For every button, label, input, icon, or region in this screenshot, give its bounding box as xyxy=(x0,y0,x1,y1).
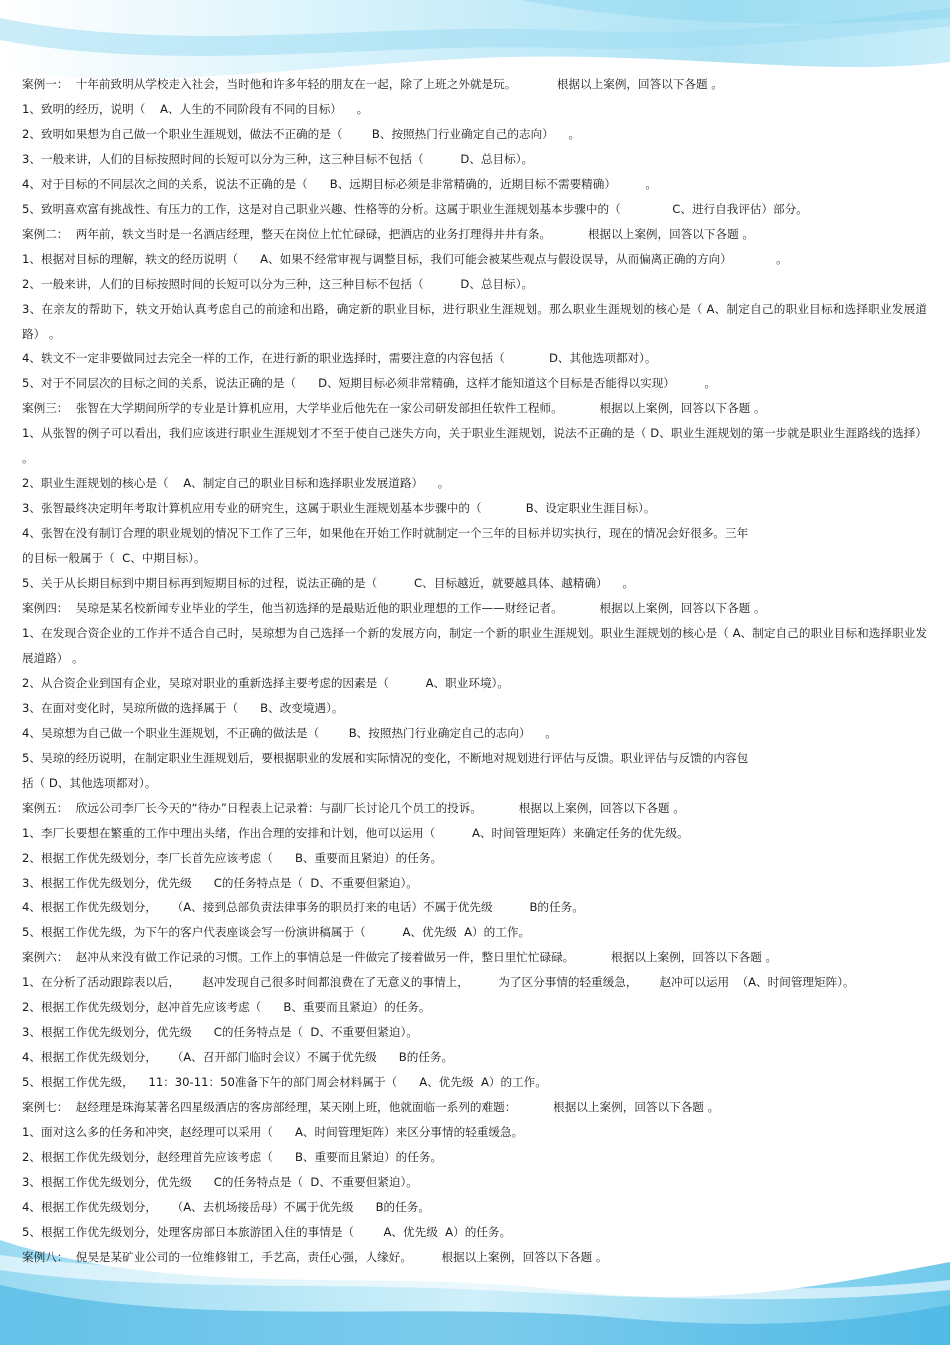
case-heading: 案例一： 十年前致明从学校走入社会，当时他和许多年轻的朋友在一起，除了上班之外就是玩。 根据以上案例，回答以下各题 。 xyxy=(22,77,723,91)
question-line: 5、根据工作优先级划分，处理客房部日本旅游团入住的事情是（ A、优先级 A）的任务。 xyxy=(22,1224,512,1239)
question-line: 5、对于不同层次的目标之间的关系，说法正确的是（ D、短期目标必须非常精确，这样才能知道这个目标是否能得以实现） 。 xyxy=(22,376,716,391)
question-line: 3、张智最终决定明年考取计算机应用专业的研究生，这属于职业生涯规划基本步骤中的（ B、设定职业生涯目标）。 xyxy=(22,501,656,516)
question-line: 3、一般来讲，人们的目标按照时间的长短可以分为三种，这三种目标不包括（ D、总目标）。 xyxy=(22,151,534,166)
case-heading: 案例三： 张智在大学期间所学的专业是计算机应用，大学毕业后他先在一家公司研发部担任软件工程师。 根据以上案例，回答以下各题 。 xyxy=(22,401,766,416)
question-line: 3、在面对变化时，吴琼所做的选择属于（ B、改变境遇）。 xyxy=(22,700,344,715)
question-line: 2、职业生涯规划的核心是（ A、制定自己的职业目标和选择职业发展道路） 。 xyxy=(22,476,450,491)
question-line: 5、致明喜欢富有挑战性、有压力的工作，这是对自己职业兴趣、性格等的分析。这属于职业生涯规划基本步骤中的（ C、进行自我评估）部分。 xyxy=(22,201,808,216)
question-line: 4、吴琼想为自己做一个职业生涯规划，不正确的做法是（ B、按照热门行业确定自己的志向） 。 xyxy=(22,725,557,740)
question-line: 2、根据工作优先级划分，李厂长首先应该考虑（ B、重要而且紧迫）的任务。 xyxy=(22,850,443,865)
question-line: 4、对于目标的不同层次之间的关系，说法不正确的是（ B、远期目标必须是非常精确的，近期目标不需要精确） 。 xyxy=(22,176,658,191)
question-line: 3、根据工作优先级划分，优先级 C的任务特点是（ D、不重要但紧迫）。 xyxy=(22,875,418,890)
question-line: 5、吴琼的经历说明，在制定职业生涯规划后，要根据职业的发展和实际情况的变化，不断地对规划进行评估与反馈。职业评估与反馈的内容包 xyxy=(22,750,749,765)
question-line: 2、根据工作优先级划分，赵经理首先应该考虑（ B、重要而且紧迫）的任务。 xyxy=(22,1149,443,1164)
question-line: 的目标一般属于（ C、中期目标）。 xyxy=(22,551,206,566)
question-line: 2、一般来讲，人们的目标按照时间的长短可以分为三种，这三种目标不包括（ D、总目标）。 xyxy=(22,276,534,291)
question-line: 3、根据工作优先级划分，优先级 C的任务特点是（ D、不重要但紧迫）。 xyxy=(22,1025,418,1040)
question-line: 2、从合资企业到国有企业，吴琼对职业的重新选择主要考虑的因素是（ A、职业环境）。 xyxy=(22,675,509,690)
question-line: 2、根据工作优先级划分，赵冲首先应该考虑（ B、重要而且紧迫）的任务。 xyxy=(22,1000,431,1015)
question-line: 4、根据工作优先级划分， （A、召开部门临时会议）不属于优先级 B的任务。 xyxy=(22,1050,454,1065)
question-line: 1、致明的经历，说明（ A、人生的不同阶段有不同的目标） 。 xyxy=(22,101,369,116)
question-line: 3、在亲友的帮助下，轶文开始认真考虑自己的前途和出路，确定新的职业目标，进行职业生涯规划。那么职业生涯规划的核心是（ A、制定自己的职业目标和选择职业发展道路） 。 xyxy=(22,301,927,341)
question-line: 1、李厂长要想在繁重的工作中理出头绪，作出合理的安排和计划，他可以运用（ A、时间管理矩阵）来确定任务的优先级。 xyxy=(22,825,689,840)
question-line: 5、根据工作优先级， 11：30-11：50准备下午的部门周会材料属于（ A、优先级 A）的工作。 xyxy=(22,1075,547,1090)
question-line: 5、根据工作优先级，为下午的客户代表座谈会写一份演讲稿属于（ A、优先级 A）的工作。 xyxy=(22,925,531,940)
case-heading: 案例二： 两年前，轶文当时是一名酒店经理，整天在岗位上忙忙碌碌，把酒店的业务打理得井井有条。 根据以上案例，回答以下各题 。 xyxy=(22,226,754,241)
question-line: 4、轶文不一定非要做同过去完全一样的工作，在进行新的职业选择时，需要注意的内容包括（ D、其他选项都对）。 xyxy=(22,351,657,366)
question-line: 4、张智在没有制订合理的职业规划的情况下工作了三年，如果他在开始工作时就制定一个三年的目标并切实执行，现在的情况会好很多。三年 xyxy=(22,526,749,541)
question-line: 1、在分析了活动跟踪表以后， 赵冲发现自己很多时间都浪费在了无意义的事情上， 为了区分事情的轻重缓急， 赵冲可以运用 （A、时间管理矩阵）。 xyxy=(22,975,855,990)
question-line: 1、从张智的例子可以看出，我们应该进行职业生涯规划才不至于使自己迷失方向，关于职业生涯规划，说法不正确的是（ D、职业生涯规划的第一步就是职业生涯路线的选择） 。 xyxy=(22,426,927,466)
question-line: 3、根据工作优先级划分，优先级 C的任务特点是（ D、不重要但紧迫）。 xyxy=(22,1174,418,1189)
question-line: 4、根据工作优先级划分， （A、去机场接岳母）不属于优先级 B的任务。 xyxy=(22,1199,430,1214)
question-line: 1、面对这么多的任务和冲突，赵经理可以采用（ A、时间管理矩阵）来区分事情的轻重缓急。 xyxy=(22,1125,524,1140)
question-line: 括（ D、其他选项都对）。 xyxy=(22,775,157,790)
document-body xyxy=(22,72,927,1270)
question-line: 1、根据对目标的理解，轶文的经历说明（ A、如果不经常审视与调整目标，我们可能会被某些观点与假设误导，从而偏离正确的方向） 。 xyxy=(22,251,788,266)
case-heading: 案例四： 吴琼是某名校新闻专业毕业的学生，他当初选择的是最贴近他的职业理想的工作——财经记者。 根据以上案例，回答以下各题 。 xyxy=(22,601,766,616)
question-line: 2、致明如果想为自己做一个职业生涯规划，做法不正确的是（ B、按照热门行业确定自己的志向） 。 xyxy=(22,126,581,141)
case-heading: 案例五： 欣远公司李厂长今天的“待办”日程表上记录着：与副厂长讨论几个员工的投诉。 根据以上案例，回答以下各题 。 xyxy=(22,800,685,815)
question-line: 1、在发现合资企业的工作并不适合自己时，吴琼想为自己选择一个新的发展方向，制定一个新的职业生涯规划。职业生涯规划的核心是（ A、制定自己的职业目标和选择职业发展道路） 。 xyxy=(22,625,927,665)
case-heading: 案例六： 赵冲从来没有做工作记录的习惯。工作上的事情总是一件做完了接着做另一件，整日里忙忙碌碌。 根据以上案例，回答以下各题 。 xyxy=(22,950,778,965)
question-line: 4、根据工作优先级划分， （A、接到总部负责法律事务的职员打来的电话）不属于优先级 B的任务。 xyxy=(22,900,584,915)
case-heading: 案例八： 倪昊是某矿业公司的一位维修钳工，手艺高，责任心强，人缘好。 根据以上案例，回答以下各题 。 xyxy=(22,1249,608,1264)
case-heading: 案例七： 赵经理是珠海某著名四星级酒店的客房部经理，某天刚上班，他就面临一系列的难题： 根据以上案例，回答以下各题 。 xyxy=(22,1100,720,1115)
top-wave-decoration xyxy=(0,0,950,79)
question-line: 5、关于从长期目标到中期目标再到短期目标的过程，说法正确的是（ C、目标越近，就要越具体、越精确） 。 xyxy=(22,576,634,591)
